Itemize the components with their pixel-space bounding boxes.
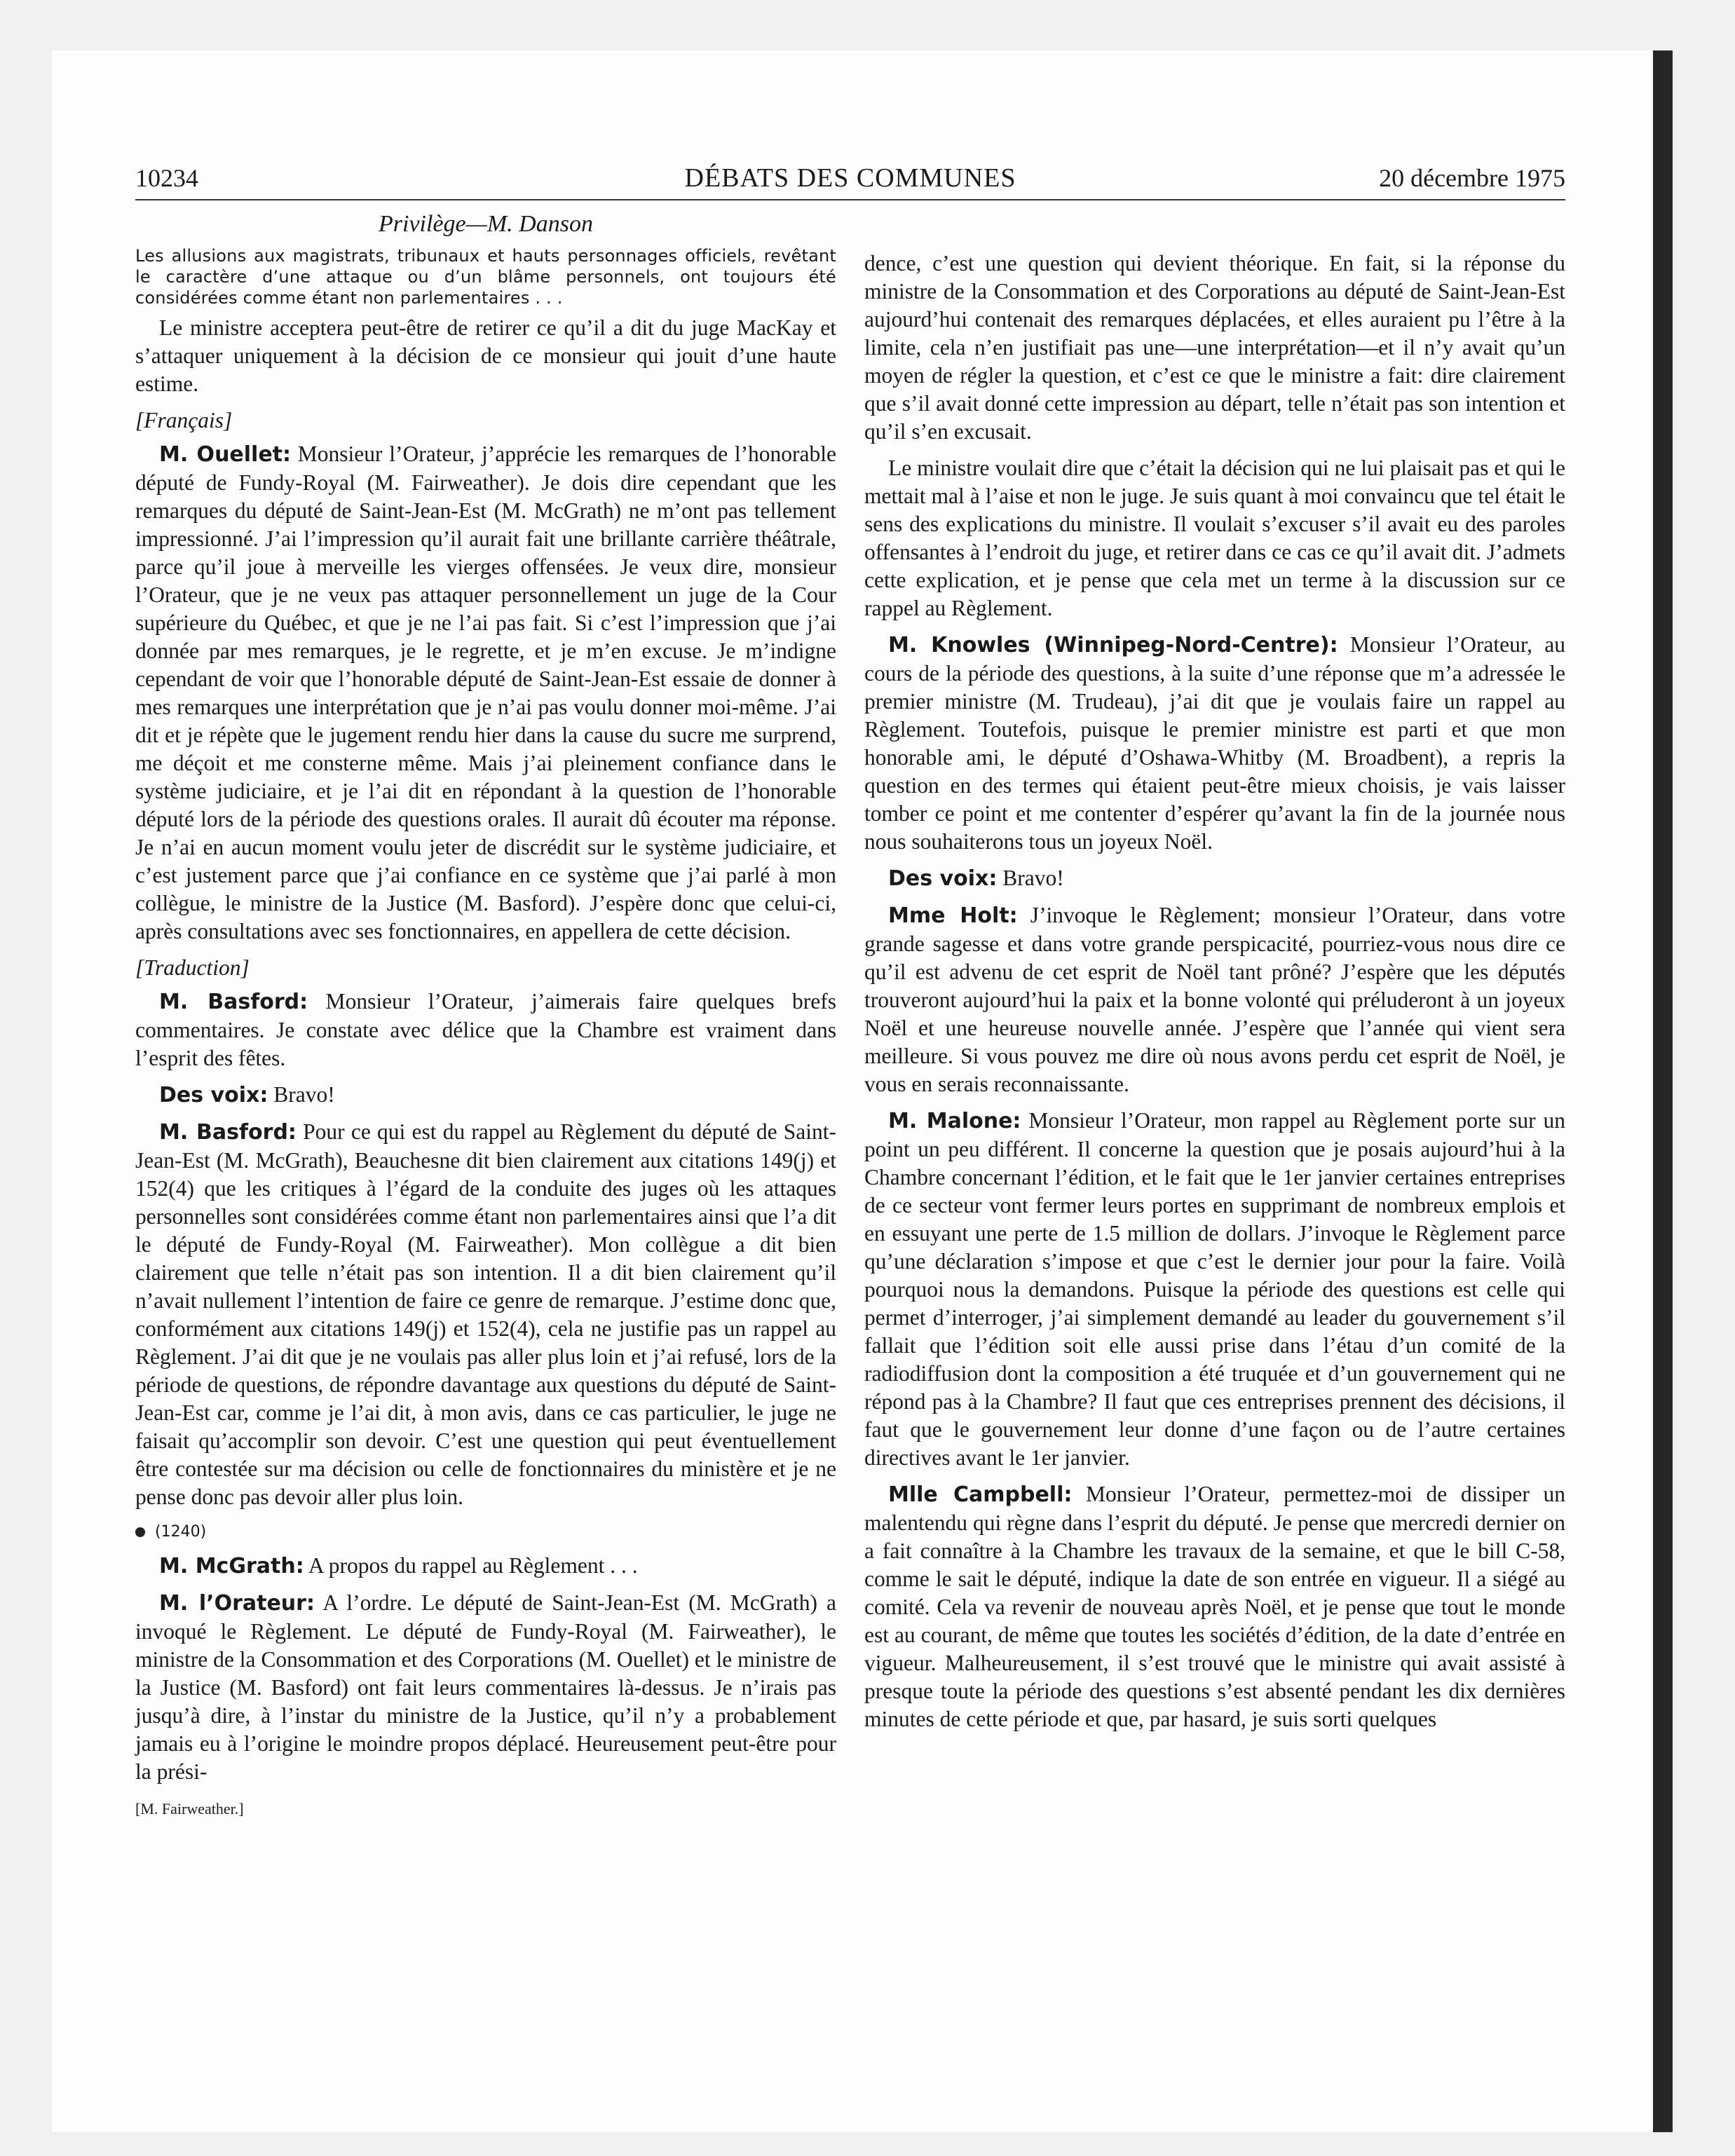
language-marker: [Français] bbox=[135, 408, 233, 432]
speaker-name: M. Basford: bbox=[159, 1120, 297, 1145]
publication-title: DÉBATS DES COMMUNES bbox=[684, 163, 1016, 193]
speech-text: J’invoque le Règlement; monsieur l’Orateur, dans votre grande sagesse et dans votre grande perspicacité, pourriez-vous nous dire ce qu’il est advenu de cet esprit de Noël tant prôné? J’espère que les députés trouveront aujourd’hui la paix et la bonne volonté qui préluderont à un joyeux Noël et une heureuse nouvelle année. J’espère que l’année qui vient sera meilleure. Si vous pouvez me dire où nous avons perdu cet esprit de Noël, je vous en serais reconnaissante. bbox=[864, 903, 1566, 1096]
speaker-name: Mlle Campbell: bbox=[888, 1482, 1073, 1507]
speech-knowles bbox=[864, 631, 1565, 856]
publication-date: 20 décembre 1975 bbox=[1379, 164, 1565, 192]
page-header bbox=[135, 163, 1565, 205]
speech-text: Bravo! bbox=[997, 866, 1064, 890]
speech-text: Monsieur l’Orateur, au cours de la période des questions, à la suite d’une réponse que m’a adressée le premier ministre (M. Trudeau), j’ai dit que je voulais faire un rappel au Règlement. Toutefois, puisque le premier ministre est parti et que mon honorable ami, le député d’Oshawa-Whitby (M. Broadbent), a repris la question en des termes qui étaient peut-être mieux choisis, je vais laisser tomber ce point et me contenter d’espérer qu’avant la fin de la journée nous nous souhaiterons tous un joyeux Noël. bbox=[864, 632, 1565, 854]
speaker-name: M. Basford: bbox=[159, 990, 308, 1014]
speaker-name: Des voix: bbox=[888, 866, 998, 891]
header-rule bbox=[135, 199, 1565, 200]
speaker-name: M. l’Orateur: bbox=[159, 1591, 315, 1616]
speech-speaker bbox=[135, 1589, 836, 1786]
speech-basford bbox=[135, 988, 836, 1072]
speech-voices bbox=[864, 864, 1565, 893]
speech-text: Monsieur l’Orateur, j’apprécie les remarques de l’honorable député de Fundy-Royal (M. Fairweather). Je dois dire cependant que les remarques du député de Saint-Jean-Est (M. McGrath) ne m’ont pas tellement impressionné. J’ai l’impression qu’il aurait fait une brillante carrière théâtrale, parce qu’il joue à merveille les vierges offensées. Je veux dire, monsieur l’Orateur, que je ne veux pas attaquer personnellement un juge de la Cour supérieure du Québec, et que je ne l’ai pas fait. Si c’est l’impression que j’ai donnée par mes remarques, je le regrette, et je m’en excuse. Je m’indigne cependant de voir que l’honorable député de Saint-Jean-Est essaie de donner à mes remarques une interprétation que je n’ai pas voulu donner moi-même. J’ai dit et je répète que le jugement rendu hier dans la cause du sucre me surprend, me déçoit et me consterne même. Mais j’ai pleinement confiance dans le système judiciaire, et je l’ai dit en répondant à la question de l’honorable député lors de la période des questions orales. Il aurait dû écouter ma réponse. Je n’ai en aucun moment voulu jeter de discrédit sur le système judiciaire, et c’est justement parce que j’ai confiance en ce système que j’ai parlé à mon collègue, le ministre de la Justice (M. Basford). J’espère donc que celui-ci, après consultations avec ses fonctionnaires, en appellera de cette décision. bbox=[135, 442, 837, 943]
speech-text: Monsieur l’Orateur, mon rappel au Règlement porte sur un point un peu différent. Il concerne la question que je posais aujourd’hui à la Chambre concernant l’édition, et le fait que le 1er janvier certaines entreprises de ce secteur vont fermer leurs portes en supprimant de nombreux emplois et en essuyant une perte de 1.5 million de dollars. J’invoque le Règlement parce qu’une déclaration s’impose et que c’est le dernier jour pour la faire. Voilà pourquoi nous la demandons. Puisque la période des questions est celle qui permet d’interroger, j’ai simplement demandé au leader du gouvernement s’il fallait que l’édition soit elle aussi prise dans l’étau d’un comité de la radiodiffusion dont la composition a été truquée et d’un gouvernement qui ne répond pas à la Chambre? Il faut que ces entreprises prennent des décisions, il faut que le gouvernement leur donne d’une façon ou de l’autre certaines directives avant le 1er janvier. bbox=[864, 1108, 1565, 1470]
speech-basford bbox=[135, 1118, 836, 1511]
paragraph-continued: dence, c’est une question qui devient théorique. En fait, si la réponse du ministre de la Consommation et des Corporations au député de Saint-Jean-Est aujourd’hui contenait des remarques déplacées, et elles auraient pu l’être à la limite, cela n’en justifiait pas une—une interprétation—et il n’y avait qu’un moyen de régler la question, et c’est ce que le ministre a fait: dire clairement que s’il avait donné cette impression au départ, telle n’était pas son intention et qu’il s’en excusait. bbox=[864, 251, 1565, 444]
speech-voices bbox=[135, 1081, 836, 1110]
speech-text: Monsieur l’Orateur, j’aimerais faire quelques brefs commentaires. Je constate avec délice que la Chambre est vraiment dans l’esprit des fêtes. bbox=[135, 989, 836, 1070]
speech-text: Pour ce qui est du rappel au Règlement du député de Saint-Jean-Est (M. McGrath), Beauchesne dit bien clairement aux citations 149(j) et 152(4) que les critiques à l’égard de la conduite des juges où les attaques personnelles sont considérées comme étant non parlementaires ainsi que l’a dit le député de Fundy-Royal (M. Fairweather). Mon collègue a dit bien clairement que telle n’était pas son intention. Il a dit bien clairement qu’il n’avait nullement l’intention de faire ce genre de remarque. J’estime donc que, conformément aux citations 149(j) et 152(4), cela ne justifie pas un rappel au Règlement. J’ai dit que je ne voulais pas aller plus loin et j’ai refusé, lors de la période de questions, de répondre davantage aux questions du député de Saint-Jean-Est car, comme je l’ai dit, à mon avis, dans ce cas particulier, le juge ne faisait qu’accomplir son devoir. C’est une question qui peut éventuellement être contestée sur ma décision ou celle de fonctionnaires du ministère et je ne pense donc pas devoir aller plus loin. bbox=[135, 1119, 837, 1509]
speech-text: A propos du rappel au Règlement . . . bbox=[304, 1553, 638, 1578]
timestamp bbox=[135, 1520, 836, 1545]
speech-mcgrath bbox=[135, 1552, 836, 1581]
speech-malone bbox=[864, 1107, 1565, 1472]
speaker-name: M. Ouellet: bbox=[159, 442, 292, 467]
speech-text: A l’ordre. Le député de Saint-Jean-Est (M. McGrath) a invoqué le Règlement. Le député de Fundy-Royal (M. Fairweather), le ministre de la Consommation et des Corporations (M. Ouellet) et le ministre de la Justice (M. Basford) ont fait leurs commentaires là-dessus. Je n’irais pas jusqu’à dire, à l’instar du ministre de la Justice, qu’il n’y a probablement jamais eu à l’origine le moindre propos déplacé. Heureusement peut-être pour la prési- bbox=[135, 1590, 836, 1784]
speaker-name: M. Knowles (Winnipeg-Nord-Centre): bbox=[888, 633, 1338, 657]
speech-holt bbox=[864, 901, 1565, 1098]
footer-note: [M. Fairweather.] bbox=[135, 1800, 244, 1817]
speaker-name: Des voix: bbox=[159, 1083, 268, 1107]
scan-edge-bar bbox=[1653, 50, 1673, 2132]
paragraph: Le ministre acceptera peut-être de retirer ce qu’il a dit du juge MacKay et s’attaquer uniquement à la décision de ce monsieur qui jouit d’une haute estime. bbox=[135, 315, 836, 396]
page-number: 10234 bbox=[135, 164, 198, 192]
timestamp-text: (1240) bbox=[155, 1523, 207, 1541]
language-marker: [Traduction] bbox=[135, 955, 250, 980]
speech-campbell bbox=[864, 1480, 1565, 1733]
speech-ouellet bbox=[135, 440, 836, 946]
paragraph: Le ministre voulait dire que c’était la décision qui ne lui plaisait pas et qui le mettait mal à l’aise et non le juge. Je suis quant à moi convaincu que tel était le sens des explications du ministre. Il voulait s’excuser s’il avait eu des paroles offensantes à l’endroit du juge, et retirer dans ce cas ce qu’il avait dit. J’admets cette explication, et je pense que cela met un terme à la discussion sur ce rappel au Règlement. bbox=[864, 456, 1565, 620]
bullet-icon bbox=[135, 1527, 145, 1537]
section-subheading: Privilège—M. Danson bbox=[379, 211, 593, 237]
speaker-name: M. McGrath: bbox=[159, 1554, 304, 1578]
speech-text: Bravo! bbox=[268, 1082, 335, 1107]
speech-text: Monsieur l’Orateur, permettez-moi de dissiper un malentendu qui règne dans l’esprit du député. Je pense que mercredi dernier on a fait connaître à la Chambre les travaux de la semaine, et que le bill C-58, comme le sait le député, indique la date de son entrée en vigueur. Il a siégé au comité. Cela va revenir de nouveau après Noël, et je pense que tout le monde est au courant, de même que toutes les sociétés d’édition, de la date d’entrée en vigueur. Malheureusement, il s’est trouvé que le ministre qui avait assisté à presque toute la période des questions s’est absenté pendant les dix dernières minutes de cette période et que, par hasard, je suis sorti quelques bbox=[864, 1482, 1565, 1731]
left-column bbox=[135, 245, 836, 1821]
right-column bbox=[864, 250, 1565, 1742]
speaker-name: M. Malone: bbox=[888, 1109, 1021, 1133]
quoted-citation: Les allusions aux magistrats, tribunaux et hauts personnages officiels, revêtant le caractère d’une attaque ou d’un blâme personnels, ont toujours été considérées comme étant non parlementaires . . . bbox=[135, 246, 836, 308]
speaker-name: Mme Holt: bbox=[888, 903, 1018, 928]
